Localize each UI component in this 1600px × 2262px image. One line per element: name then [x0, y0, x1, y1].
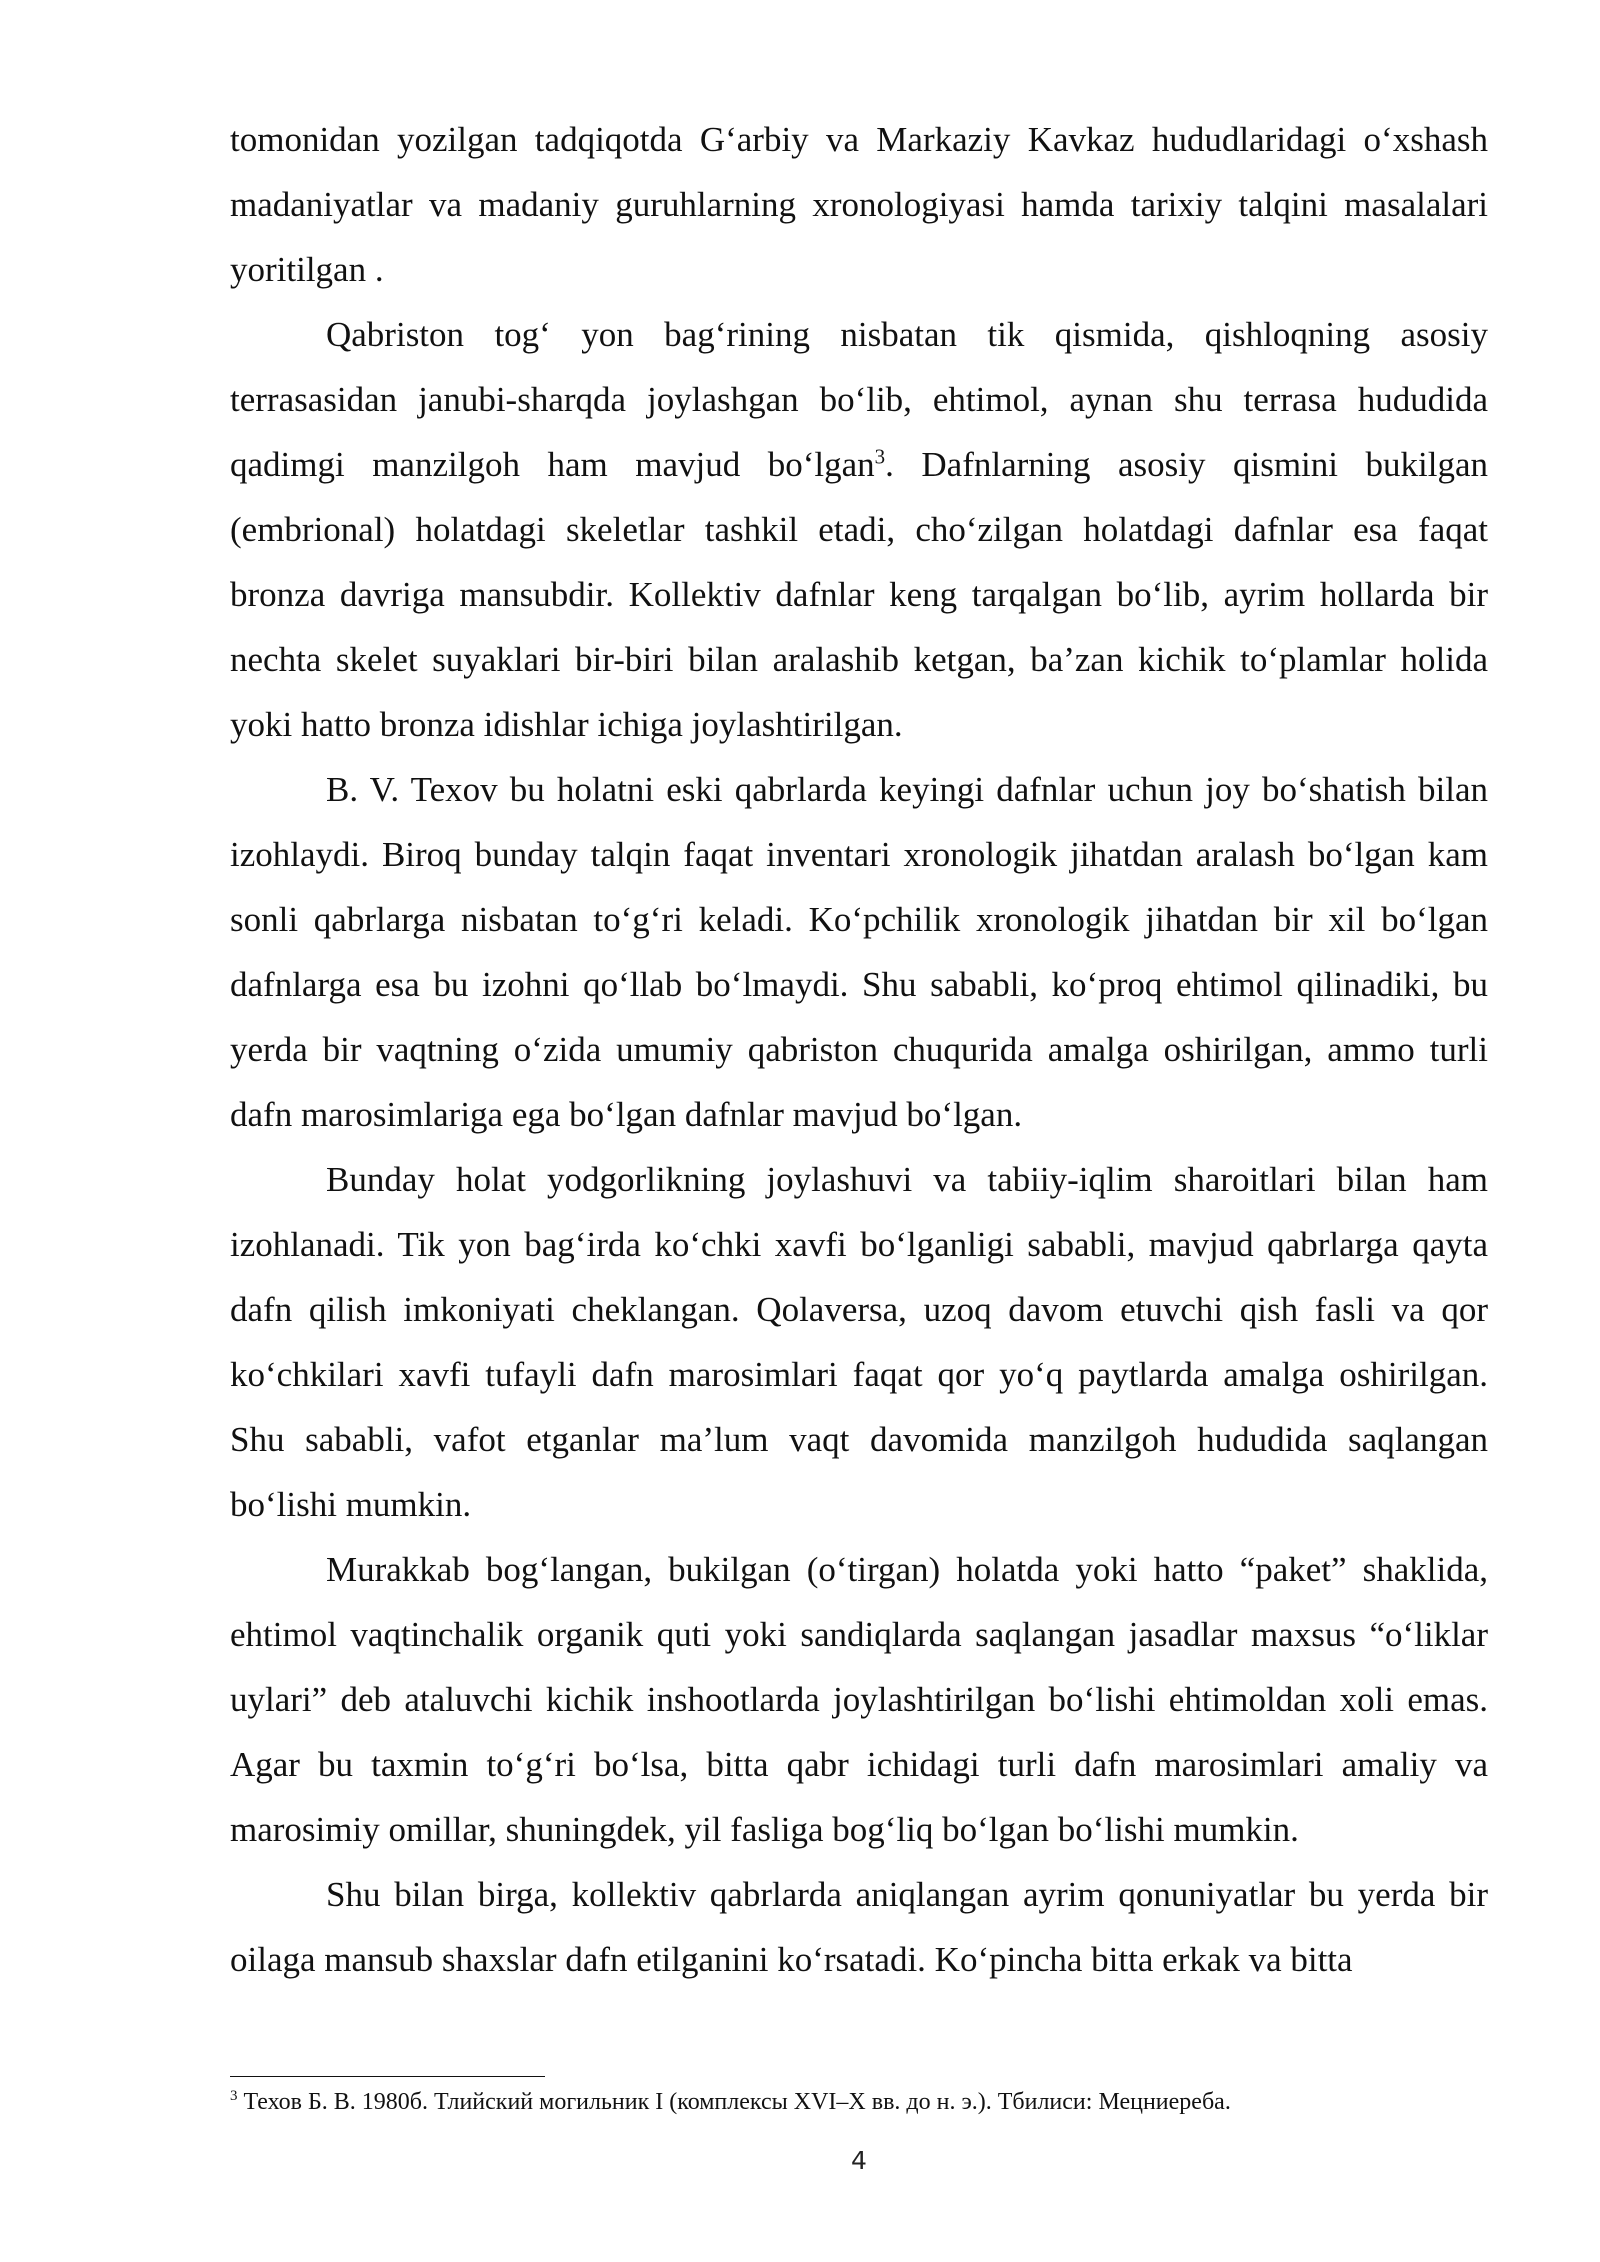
footnote-text: Техов Б. В. 1980б. Тлийский могильник I (комплексы XVI–X вв. до н. э.). Тбилиси: Мецниереба.: [237, 2089, 1231, 2115]
paragraph-5: Murakkab bog‘langan, bukilgan (o‘tirgan) holatda yoki hatto “paket” shaklida, ehtimol vaqtinchalik organik quti yoki sandiqlarda saqlangan jasadlar maxsus “o‘liklar uylari” deb ataluvchi kichik inshootlarda joylashtirilgan bo‘lishi ehtimoldan xoli emas. Agar bu taxmin to‘g‘ri bo‘lsa, bitta qabr ichidagi turli dafn marosimlari amaliy va marosimiy omillar, shuningdek, yil fasliga bog‘liq bo‘lgan bo‘lishi mumkin.: [230, 1550, 1488, 1849]
paragraph-2-text-start: Qabriston tog‘ yon bag‘rining nisbatan tik qismida, qishloqning asosiy terrasasidan janubi-sharqda joylashgan bo‘lib, ehtimol, aynan shu terrasa hududida qadimgi manzilgoh ham mavjud bo‘lgan: [230, 315, 1488, 484]
footnote-separator: [230, 2076, 545, 2077]
footnote-marker: 3: [230, 2088, 238, 2104]
footnote-reference-3: 3: [874, 444, 886, 469]
paragraph-2: [230, 302, 1488, 757]
paragraph-4: Bunday holat yodgorlikning joylashuvi va tabiiy-iqlim sharoitlari bilan ham izohlanadi. Tik yon bag‘irda ko‘chki xavfi bo‘lganligi sababli, mavjud qabrlarga qayta dafn qilish imkoniyati cheklangan. Qolaversa, uzoq davom etuvchi qish fasli va qor ko‘chkilari xavfi tufayli dafn marosimlari faqat qor yo‘q paytlarda amalga oshirilgan. Shu sababli, vafot etganlar ma’lum vaqt davomida manzilgoh hududida saqlangan bo‘lishi mumkin.: [230, 1160, 1488, 1524]
footnote: [230, 2087, 1488, 2117]
paragraph-1: tomonidan yozilgan tadqiqotda G‘arbiy va Markaziy Kavkaz hududlaridagi o‘xshash madaniyatlar va madaniy guruhlarning xronologiyasi hamda tarixiy talqini masalalari yoritilgan .: [230, 120, 1488, 289]
page-number: 4: [851, 2146, 867, 2175]
paragraph-6: Shu bilan birga, kollektiv qabrlarda aniqlangan ayrim qonuniyatlar bu yerda bir oilaga mansub shaxslar dafn etilganini ko‘rsatadi. Ko‘pincha bitta erkak va bitta: [230, 1875, 1488, 1979]
paragraph-2-text-end: . Dafnlarning asosiy qismini bukilgan (embrional) holatdagi skeletlar tashkil etadi, cho‘zilgan holatdagi dafnlar esa faqat bronza davriga mansubdir. Kollektiv dafnlar keng tarqalgan bo‘lib, ayrim hollarda bir nechta skelet suyaklari bir-biri bilan aralashib ketgan, ba’zan kichik to‘plamlar holida yoki hatto bronza idishlar ichiga joylashtirilgan.: [230, 445, 1488, 744]
paragraph-3: B. V. Texov bu holatni eski qabrlarda keyingi dafnlar uchun joy bo‘shatish bilan izohlaydi. Biroq bunday talqin faqat inventari xronologik jihatdan aralash bo‘lgan kam sonli qabrlarga nisbatan to‘g‘ri keladi. Ko‘pchilik xronologik jihatdan bir xil bo‘lgan dafnlarga esa bu izohni qo‘llab bo‘lmaydi. Shu sababli, ko‘proq ehtimol qilinadiki, bu yerda bir vaqtning o‘zida umumiy qabriston chuqurida amalga oshirilgan, ammo turli dafn marosimlariga ega bo‘lgan dafnlar mavjud bo‘lgan.: [230, 770, 1488, 1134]
body-text: [230, 107, 1488, 1992]
